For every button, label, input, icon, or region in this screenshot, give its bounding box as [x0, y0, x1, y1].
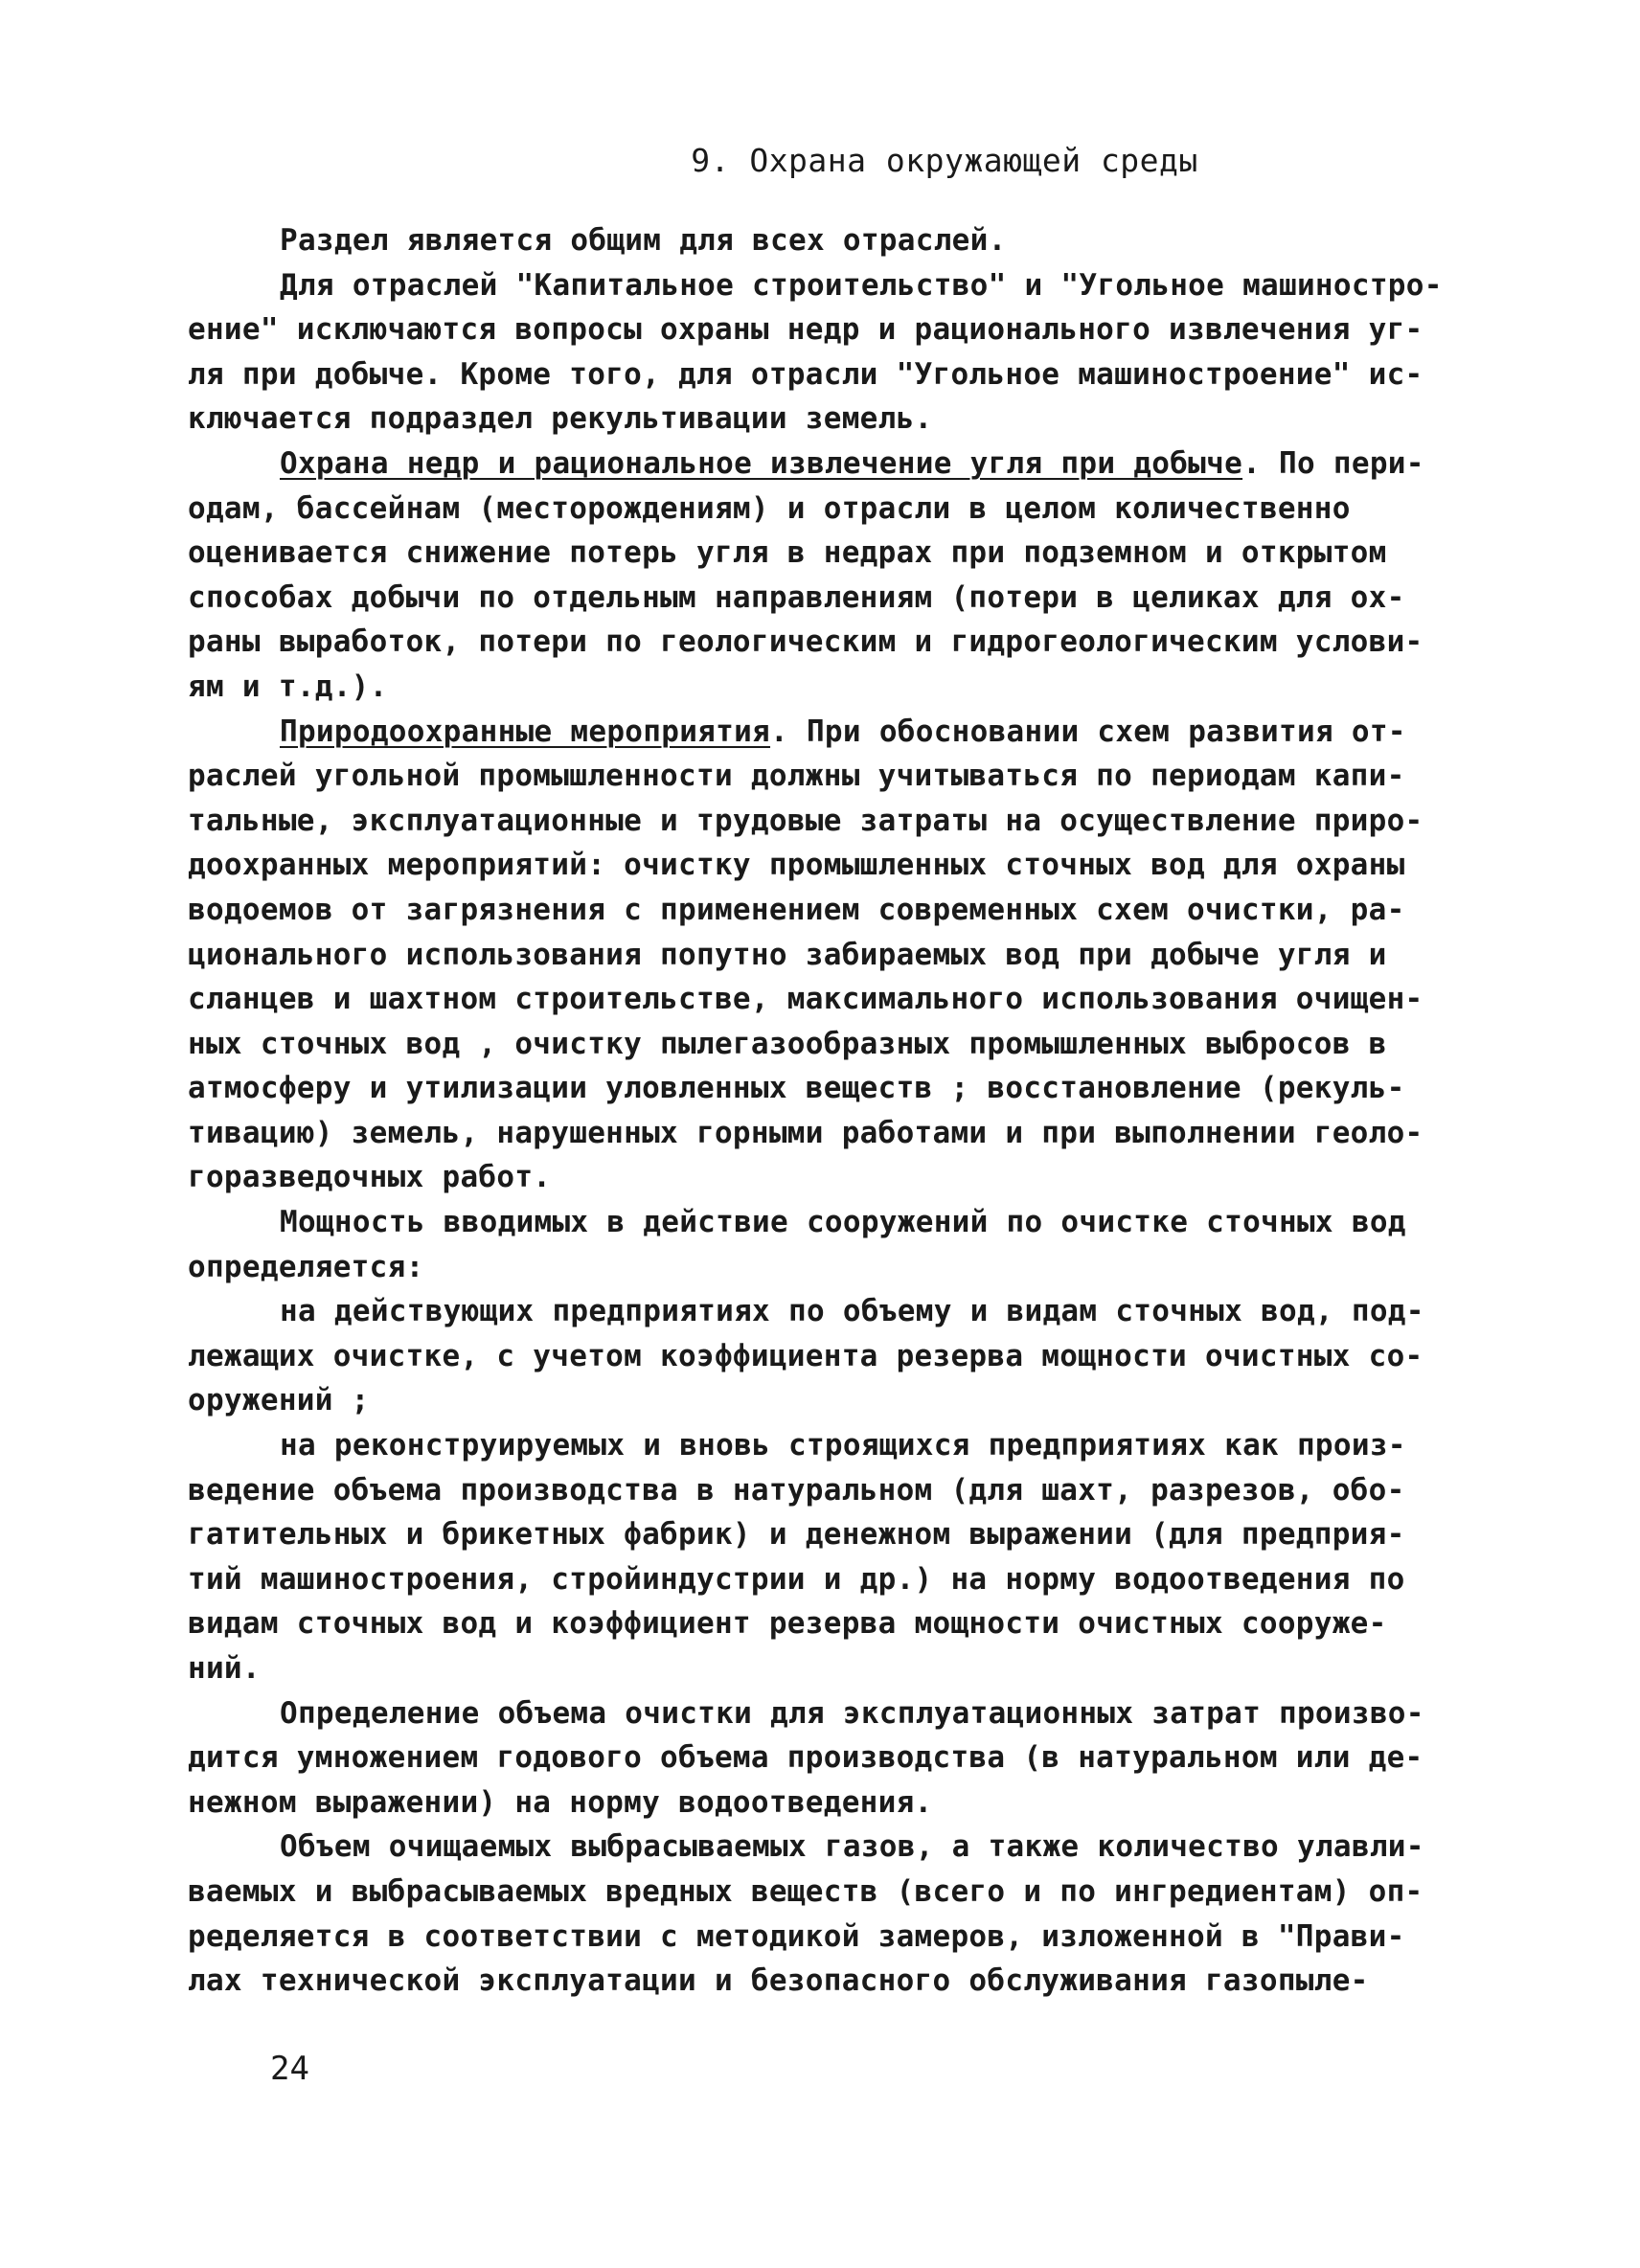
line-text: ных сточных вод , очистку пылегазообразных промышленных выбросов в — [188, 1026, 1387, 1061]
text-line — [188, 487, 1491, 532]
underlined-heading: Природоохранные мероприятия — [280, 714, 771, 749]
text-line — [188, 799, 1491, 844]
line-text: ний. — [188, 1651, 261, 1686]
line-text: ционального использования попутно забираемых вод при добыче угля и — [188, 937, 1387, 972]
text-line — [188, 1022, 1491, 1067]
text-line — [188, 1378, 1491, 1423]
line-text: ведение объема производства в натуральном (для шахт, разрезов, обо- — [188, 1472, 1405, 1508]
text-line — [188, 352, 1491, 397]
text-line — [188, 1512, 1491, 1557]
text-line — [188, 665, 1491, 710]
text-line — [188, 1334, 1491, 1379]
line-text: Объем очищаемых выбрасываемых газов, а также количество улавли- — [280, 1829, 1424, 1865]
text-line — [188, 1468, 1491, 1513]
text-line — [188, 576, 1491, 621]
text-line — [188, 1557, 1491, 1602]
line-text: тивацию) земель, нарушенных горными работами и при выполнении геоло- — [188, 1115, 1424, 1150]
line-text: на действующих предприятиях по объему и видам сточных вод, под- — [280, 1294, 1424, 1329]
line-text: тий машиностроения, стройиндустрии и др.) на норму водоотведения по — [188, 1561, 1405, 1597]
line-text: раслей угольной промышленности должны учитываться по периодам капи- — [188, 759, 1405, 794]
body-text — [188, 218, 1491, 2004]
line-text: нежном выражении) на норму водоотведения. — [188, 1784, 933, 1820]
line-text: ваемых и выбрасываемых вредных веществ (всего и по ингредиентам) оп- — [188, 1873, 1424, 1909]
text-line — [188, 1289, 1491, 1334]
line-text: видам сточных вод и коэффициент резерва мощности очистных сооруже- — [188, 1606, 1387, 1642]
text-line — [188, 620, 1491, 665]
line-text: оружений ; — [188, 1383, 370, 1418]
line-text: дится умножением годового объема производства (в натуральном или де- — [188, 1740, 1424, 1776]
text-line — [188, 754, 1491, 799]
text-line — [188, 531, 1491, 576]
line-text: Мощность вводимых в действие сооружений по очистке сточных вод — [280, 1205, 1406, 1240]
text-line — [188, 1959, 1491, 2004]
line-text: одам, бассейнам (месторождениям) и отрасли в целом количественно — [188, 490, 1351, 526]
text-line — [188, 218, 1491, 263]
text-line — [188, 1423, 1491, 1468]
line-text: ключается подраздел рекультивации земель. — [188, 401, 933, 437]
line-text: ям и т.д.). — [188, 669, 388, 704]
underlined-heading: Охрана недр и рациональное извлечение угля при добыче — [280, 445, 1243, 481]
line-text: . По пери- — [1242, 445, 1424, 481]
text-line — [188, 1245, 1491, 1290]
text-line — [188, 1646, 1491, 1691]
line-text: Раздел является общим для всех отраслей. — [280, 223, 1007, 258]
text-line — [188, 843, 1491, 888]
text-line — [188, 1111, 1491, 1156]
text-line — [188, 977, 1491, 1022]
text-line — [188, 888, 1491, 933]
text-line — [188, 1601, 1491, 1646]
text-line — [188, 710, 1491, 755]
line-text: Определение объема очистки для эксплуатационных затрат произво- — [280, 1695, 1424, 1731]
line-text: оценивается снижение потерь угля в недрах при подземном и открытом — [188, 535, 1387, 571]
text-line — [188, 1915, 1491, 1960]
line-text: способах добычи по отдельным направлениям (потери в целиках для ох- — [188, 579, 1405, 615]
text-line — [188, 1735, 1491, 1780]
line-text: ределяется в соответствии с методикой замеров, изложенной в "Прави- — [188, 1918, 1405, 1954]
line-text: . При обосновании схем развития от- — [770, 714, 1406, 749]
text-line — [188, 1155, 1491, 1200]
line-text: тальные, эксплуатационные и трудовые затраты на осуществление приро- — [188, 803, 1424, 838]
line-text: определяется: — [188, 1249, 424, 1284]
text-line — [188, 933, 1491, 978]
line-text: водоемов от загрязнения с применением современных схем очистки, ра- — [188, 892, 1405, 927]
text-line — [188, 397, 1491, 442]
line-text: лах технической эксплуатации и безопасного обслуживания газопыле- — [188, 1963, 1369, 1999]
text-line — [188, 1870, 1491, 1915]
text-line — [188, 1200, 1491, 1245]
text-line — [188, 1825, 1491, 1870]
text-line — [188, 1780, 1491, 1826]
line-text: доохранных мероприятий: очистку промышленных сточных вод для охраны — [188, 848, 1405, 883]
line-text: лежащих очистке, с учетом коэффициента резерва мощности очистных со- — [188, 1338, 1424, 1373]
text-line — [188, 263, 1491, 308]
text-line — [188, 1691, 1491, 1736]
line-text: ение" исключаются вопросы охраны недр и рационального извлечения уг- — [188, 312, 1424, 348]
line-text: ля при добыче. Кроме того, для отрасли "Угольное машиностроение" ис- — [188, 356, 1424, 392]
line-text: горазведочных работ. — [188, 1160, 552, 1195]
line-text: атмосферу и утилизации уловленных веществ ; восстановление (рекуль- — [188, 1071, 1405, 1106]
line-text: раны выработок, потери по геологическим и гидрогеологическим услови- — [188, 624, 1424, 660]
line-text: гатительных и брикетных фабрик) и денежном выражении (для предприя- — [188, 1517, 1405, 1553]
line-text: сланцев и шахтном строительстве, максимального использования очищен- — [188, 982, 1424, 1017]
page-number: 24 — [270, 2050, 309, 2088]
text-line — [188, 442, 1491, 487]
line-text: на реконструируемых и вновь строящихся предприятиях как произ- — [280, 1428, 1406, 1463]
text-line — [188, 307, 1491, 352]
section-title: 9. Охрана окружающей среды — [691, 142, 1198, 179]
text-line — [188, 1066, 1491, 1111]
line-text: Для отраслей "Капитальное строительство" и "Угольное машиностро- — [280, 267, 1443, 303]
